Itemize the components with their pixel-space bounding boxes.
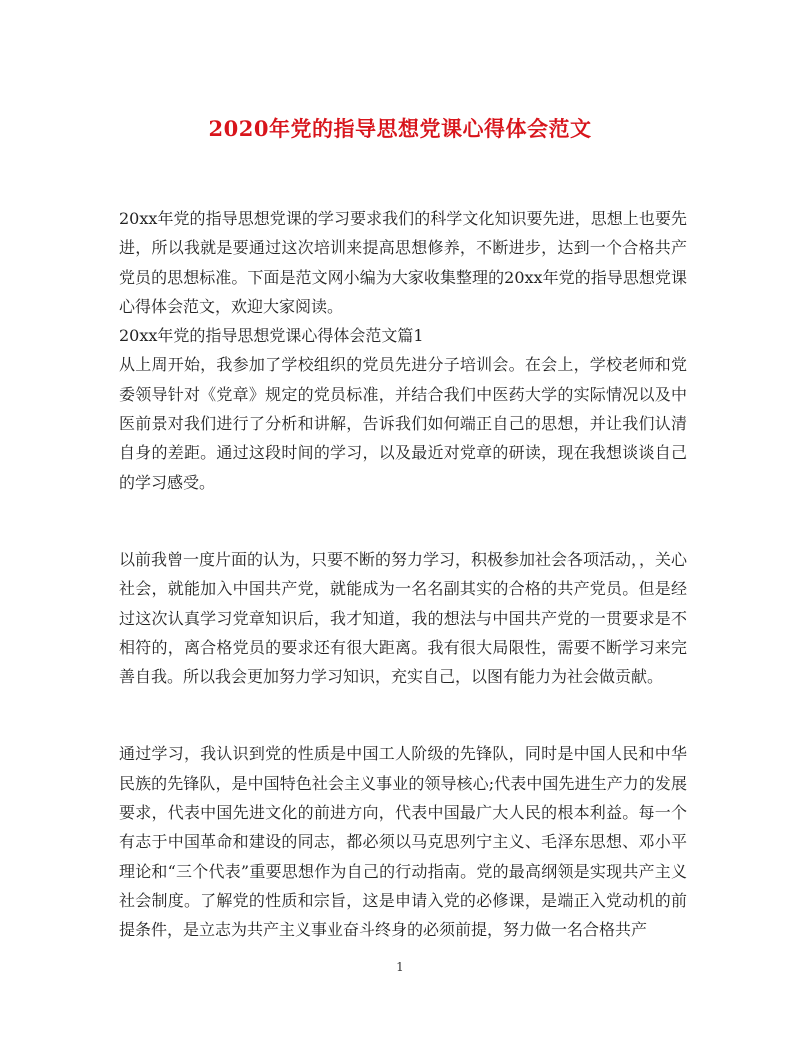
paragraph-spacer	[119, 691, 687, 739]
body-paragraph-3: 通过学习，我认识到党的性质是中国工人阶级的先锋队，同时是中国人民和中华民族的先锋队，是中国特色社会主义事业的领导核心;代表中国先进生产力的发展要求，代表中国先进文化的前进方向，代表中国最广大人民的根本利益。每一个有志于中国革命和建设的同志，都必须以马克思列宁主义、毛泽东思想、邓小平理论和“三个代表”重要思想作为自己的行动指南。党的最高纲领是实现共产主义社会制度。了解党的性质和宗旨，这是申请入党的必修课，是端正入党动机的前提条件，是立志为共产主义事业奋斗终身的必须前提，努力做一名合格共产	[119, 744, 687, 940]
paragraph-spacer	[119, 497, 687, 545]
document-body	[119, 204, 687, 945]
section-heading: 20xx年党的指导思想党课心得体会范文篇1	[119, 326, 424, 346]
body-paragraph-2: 以前我曾一度片面的认为，只要不断的努力学习，积极参加社会各项活动，，关心社会，就能加入中国共产党，就能成为一名名副其实的合格的共产党员。但是经过这次认真学习党章知识后，我才知道，我的想法与中国共产党的一贯要求是不相符的，离合格党员的要求还有很大距离。我有很大局限性，需要不断学习来完善自我。所以我会更加努力学习知识，充实自己，以图有能力为社会做贡献。	[119, 549, 688, 687]
document-title: 2020年党的指导思想党课心得体会范文	[208, 116, 592, 141]
body-paragraph-1: 从上周开始，我参加了学校组织的党员先进分子培训会。在会上，学校老师和党委领导针对《党章》规定的党员标准，并结合我们中医药大学的实际情况以及中医前景对我们进行了分析和讲解，告诉我们如何端正自己的思想，并让我们认清自身的差距。通过这段时间的学习，以及最近对党章的研读，现在我想谈谈自己的学习感受。	[119, 355, 687, 492]
page-number: 1	[396, 960, 404, 974]
intro-paragraph: 20xx年党的指导思想党课的学习要求我们的科学文化知识要先进，思想上也要先进，所以我就是要通过这次培训来提高思想修养，不断进步，达到一个合格共产党员的思想标准。下面是范文网小编为大家收集整理的20xx年党的指导思想党课心得体会范文，欢迎大家阅读。	[119, 209, 687, 316]
